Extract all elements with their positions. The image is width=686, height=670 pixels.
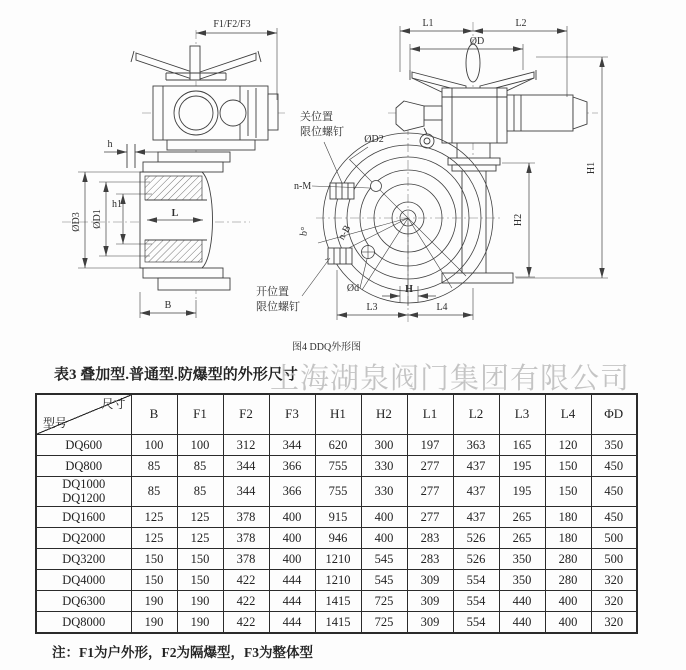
label-bolt-d: Ød <box>346 283 360 294</box>
dim-cell: 120 <box>545 435 591 456</box>
dim-cell: 444 <box>269 569 315 590</box>
dim-cell: 363 <box>453 435 499 456</box>
dim-cell: 946 <box>315 527 361 548</box>
dim-cell: 1415 <box>315 611 361 633</box>
corner-header-cell <box>36 394 131 435</box>
table-row <box>36 477 637 507</box>
dim-cell: 265 <box>499 527 545 548</box>
dim-cell: 366 <box>269 456 315 477</box>
actuator-body-front <box>396 88 587 148</box>
model-cell: DQ8000 <box>36 611 131 633</box>
labels-right <box>256 18 597 313</box>
dim-cell: 350 <box>499 569 545 590</box>
model-cell: DQ600 <box>36 435 131 456</box>
dim-cell: 437 <box>453 477 499 507</box>
handwheel-side <box>131 46 261 80</box>
col-header-F1: F1 <box>177 394 223 435</box>
label-offset-H: H <box>405 284 413 295</box>
table-row <box>36 590 637 611</box>
label-open-pos-2: 限位螺钉 <box>256 301 300 313</box>
dim-cell: 125 <box>131 527 177 548</box>
dim-cell: 330 <box>361 456 407 477</box>
dim-cell: 422 <box>223 611 269 633</box>
dim-cell: 180 <box>545 527 591 548</box>
table-footnote: 注：F1为户外形，F2为隔爆型，F3为整体型 <box>52 645 313 660</box>
dim-cell: 545 <box>361 548 407 569</box>
model-cell <box>36 477 131 507</box>
dim-cell: 309 <box>407 590 453 611</box>
model-cell: DQ4000 <box>36 569 131 590</box>
col-header-H1: H1 <box>315 394 361 435</box>
dim-cell: 378 <box>223 527 269 548</box>
table-row <box>36 611 637 633</box>
dim-cell: 554 <box>453 569 499 590</box>
table-row <box>36 506 637 527</box>
label-angle-b: b° <box>298 226 311 237</box>
model-cell: DQ2000 <box>36 527 131 548</box>
dim-cell: 725 <box>361 590 407 611</box>
right-view-drawing <box>256 18 608 322</box>
corner-label-model: 型号 <box>43 416 68 431</box>
dim-cell: 400 <box>269 527 315 548</box>
model-cell: DQ6300 <box>36 590 131 611</box>
dim-cell: 277 <box>407 477 453 507</box>
dim-cell: 755 <box>315 477 361 507</box>
dim-cell: 755 <box>315 456 361 477</box>
label-depth-h1: h1 <box>112 199 122 210</box>
dim-cell: 125 <box>177 527 223 548</box>
dim-cell: 422 <box>223 590 269 611</box>
figure-caption: 图4 DDQ外形图 <box>292 342 362 353</box>
col-header-L4: L4 <box>545 394 591 435</box>
col-header-B: B <box>131 394 177 435</box>
dim-cell: 440 <box>499 611 545 633</box>
dim-cell: 309 <box>407 611 453 633</box>
label-dia-D3: ØD3 <box>71 212 82 232</box>
col-header-H2: H2 <box>361 394 407 435</box>
col-header-F3: F3 <box>269 394 315 435</box>
dim-cell: 450 <box>591 477 637 507</box>
col-header-F2: F2 <box>223 394 269 435</box>
dim-cell: 1210 <box>315 548 361 569</box>
dim-cell: 526 <box>453 527 499 548</box>
label-bottom-L3: L3 <box>366 302 378 313</box>
dim-cell: 85 <box>131 456 177 477</box>
dim-cell: 378 <box>223 548 269 569</box>
dim-cell: 150 <box>131 548 177 569</box>
dim-cell: 344 <box>223 477 269 507</box>
dim-cell: 554 <box>453 611 499 633</box>
model-line-1: DQ1000 <box>62 477 106 491</box>
dim-cell: 312 <box>223 435 269 456</box>
model-line-2: DQ1200 <box>62 491 106 506</box>
col-header-FD: ΦD <box>591 394 637 435</box>
label-gap-h: h <box>107 139 113 150</box>
dim-cell: 190 <box>131 590 177 611</box>
dim-cell: 400 <box>545 611 591 633</box>
dim-cell: 85 <box>177 477 223 507</box>
dim-cell: 444 <box>269 590 315 611</box>
table-row <box>36 456 637 477</box>
dim-cell: 450 <box>591 506 637 527</box>
label-bottom-L4: L4 <box>436 302 448 313</box>
label-height-H1: H1 <box>586 161 597 175</box>
dim-cell: 150 <box>545 477 591 507</box>
dim-cell: 265 <box>499 506 545 527</box>
dim-cell: 85 <box>131 477 177 507</box>
dimensions-table <box>35 393 638 634</box>
dim-cell: 366 <box>269 477 315 507</box>
handwheel-front <box>410 44 536 95</box>
label-dia-D1: ØD1 <box>92 209 103 229</box>
table-row <box>36 548 637 569</box>
dim-cell: 195 <box>499 477 545 507</box>
label-top-L1: L1 <box>422 18 434 29</box>
left-view-drawing <box>62 19 285 318</box>
dim-cell: 400 <box>545 590 591 611</box>
dim-cell: 1415 <box>315 590 361 611</box>
model-cell: DQ3200 <box>36 548 131 569</box>
dim-cell: 180 <box>545 506 591 527</box>
dim-cell: 277 <box>407 506 453 527</box>
label-close-pos-1: 关位置 <box>300 111 333 123</box>
label-close-pos-2: 限位螺钉 <box>300 126 344 138</box>
dim-cell: 437 <box>453 506 499 527</box>
col-header-L3: L3 <box>499 394 545 435</box>
dim-cell: 330 <box>361 477 407 507</box>
dim-cell: 440 <box>499 590 545 611</box>
dim-cell: 400 <box>269 548 315 569</box>
dim-cell: 620 <box>315 435 361 456</box>
dim-cell: 320 <box>591 611 637 633</box>
table-title: 表3 叠加型.普通型.防爆型的外形尺寸 <box>54 367 298 383</box>
corner-label-size: 尺寸 <box>101 397 126 411</box>
dim-cell: 150 <box>177 548 223 569</box>
dim-cell: 400 <box>269 506 315 527</box>
dim-cell: 400 <box>361 527 407 548</box>
dim-cell: 283 <box>407 548 453 569</box>
dim-cell: 437 <box>453 456 499 477</box>
dim-cell: 450 <box>591 456 637 477</box>
dim-cell: 400 <box>361 506 407 527</box>
model-cell: DQ800 <box>36 456 131 477</box>
dim-cell: 1210 <box>315 569 361 590</box>
label-nB: n-B <box>336 223 354 242</box>
table-row <box>36 569 637 590</box>
dim-cell: 545 <box>361 569 407 590</box>
dim-cell: 350 <box>591 435 637 456</box>
dim-cell: 195 <box>499 456 545 477</box>
dim-cell: 165 <box>499 435 545 456</box>
dim-cell: 190 <box>131 611 177 633</box>
dim-cell: 444 <box>269 611 315 633</box>
dim-cell: 190 <box>177 590 223 611</box>
dim-cell: 350 <box>499 548 545 569</box>
dim-cell: 422 <box>223 569 269 590</box>
dim-cell: 300 <box>361 435 407 456</box>
dim-cell: 85 <box>177 456 223 477</box>
label-open-pos-1: 开位置 <box>256 286 289 298</box>
dim-cell: 190 <box>177 611 223 633</box>
dim-cell: 309 <box>407 569 453 590</box>
actuator-body-side <box>153 86 278 150</box>
dim-cell: 915 <box>315 506 361 527</box>
dim-cell: 554 <box>453 590 499 611</box>
label-height-H2: H2 <box>513 213 524 227</box>
dim-cell: 280 <box>545 548 591 569</box>
label-f-range: F1/F2/F3 <box>213 19 251 30</box>
bolt-hole-nM <box>371 181 382 192</box>
dim-cell: 150 <box>131 569 177 590</box>
model-cell: DQ1600 <box>36 506 131 527</box>
table-row <box>36 435 637 456</box>
dim-cell: 150 <box>177 569 223 590</box>
dim-cell: 320 <box>591 569 637 590</box>
dim-cell: 500 <box>591 548 637 569</box>
label-flange-D2: ØD2 <box>364 134 384 145</box>
dim-cell: 125 <box>177 506 223 527</box>
dim-cell: 526 <box>453 548 499 569</box>
dim-cell: 283 <box>407 527 453 548</box>
dim-cell: 197 <box>407 435 453 456</box>
dim-cell: 150 <box>545 456 591 477</box>
label-wheel-D: ØD <box>469 36 485 47</box>
dim-cell: 378 <box>223 506 269 527</box>
dim-cell: 280 <box>545 569 591 590</box>
table-row <box>36 527 637 548</box>
dim-cell: 320 <box>591 590 637 611</box>
label-nM: n-M <box>294 181 312 192</box>
label-bore-L: L <box>171 208 179 219</box>
label-base-B: B <box>164 300 172 311</box>
dim-cell: 344 <box>223 456 269 477</box>
dim-cell: 125 <box>131 506 177 527</box>
support-column <box>442 143 513 283</box>
header-row <box>36 394 637 435</box>
dim-cell: 100 <box>177 435 223 456</box>
dim-cell: 277 <box>407 456 453 477</box>
dim-cell: 100 <box>131 435 177 456</box>
dim-cell: 500 <box>591 527 637 548</box>
company-watermark: 上海湖泉阀门集团有限公司 <box>270 363 631 395</box>
dim-cell: 344 <box>269 435 315 456</box>
label-top-L2: L2 <box>515 18 527 29</box>
col-header-L2: L2 <box>453 394 499 435</box>
dim-cell: 725 <box>361 611 407 633</box>
col-header-L1: L1 <box>407 394 453 435</box>
